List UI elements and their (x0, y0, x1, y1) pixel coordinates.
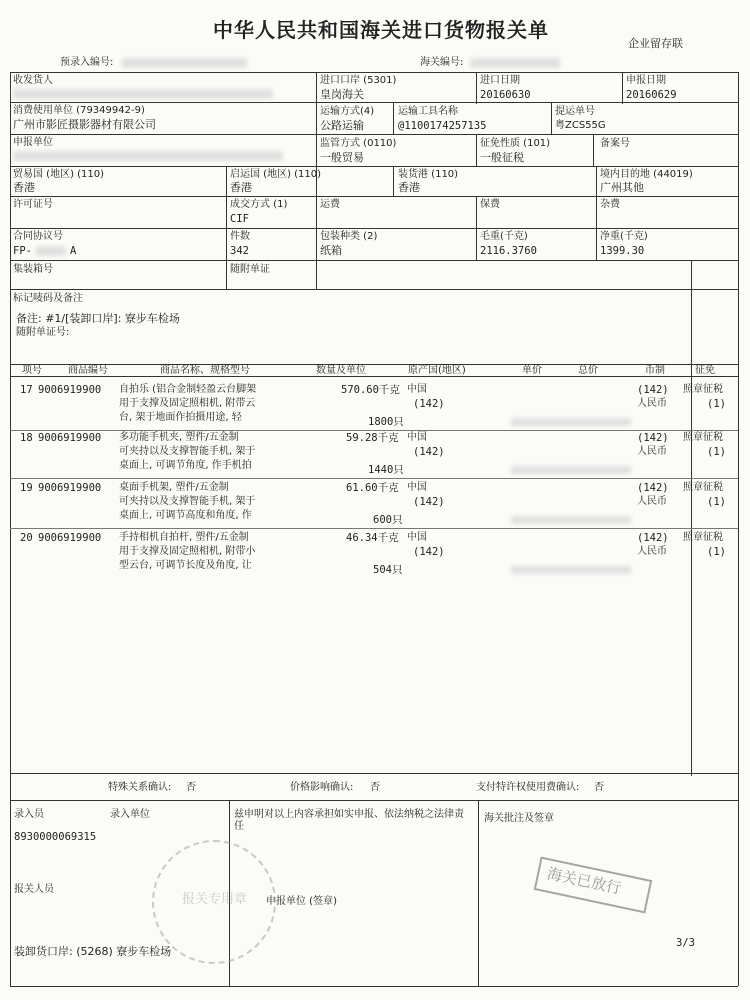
items-header-currency: 币制 (645, 365, 665, 376)
redacted-price (511, 466, 631, 474)
entry-person-label: 录入员 (14, 809, 44, 820)
table-row (11, 476, 737, 528)
attached-docs-label: 随附单证 (230, 264, 270, 275)
item-desc-line: 可夹持以及支撑智能手机, 架于 (119, 446, 256, 457)
contract-value: FP- (13, 245, 32, 257)
item-currency-code: (142) (637, 384, 669, 396)
items-header-desc: 商品名称、规格型号 (160, 365, 250, 376)
container-label: 集装箱号 (13, 264, 53, 275)
item-country-code: (142) (413, 398, 445, 410)
item-qty2: 1440只 (368, 464, 404, 476)
redacted-price (511, 566, 631, 574)
table-row (11, 526, 737, 578)
origin-country-value: 香港 (230, 181, 252, 194)
items-header-qty: 数量及单位 (316, 365, 366, 376)
declarant-seal-text: 报关专用章 (182, 892, 248, 907)
item-no: 20 (20, 532, 33, 544)
tax-value: 一般征税 (480, 151, 524, 164)
page-number: 3/3 (676, 937, 695, 949)
item-tax: 照章征税 (683, 384, 723, 395)
item-desc-line: 型云台, 可调节长度及角度, 让 (119, 560, 252, 571)
item-no: 19 (20, 482, 33, 494)
supervision-label: 监管方式 (0110) (320, 138, 397, 149)
port-loading-value: 香港 (398, 181, 420, 194)
record-label: 备案号 (600, 138, 630, 149)
marks-doc-no: 随附单证号: (16, 327, 70, 338)
item-qty1: 59.28千克 (346, 432, 399, 444)
redacted-customs-no (470, 58, 560, 68)
item-tax: 照章征税 (683, 432, 723, 443)
items-header-tax: 征免 (695, 365, 715, 376)
entry-unit-label: 录入单位 (110, 809, 150, 820)
marks-label: 标记唛码及备注 (13, 293, 83, 304)
item-tax: 照章征税 (683, 532, 723, 543)
item-currency: 人民币 (637, 446, 667, 457)
item-currency: 人民币 (637, 398, 667, 409)
port-value: 皇岗海关 (320, 88, 364, 101)
packing-label: 包装种类 (2) (320, 231, 378, 242)
trade-country-value: 香港 (13, 181, 35, 194)
misc-label: 杂费 (600, 199, 620, 210)
item-country: 中国 (407, 532, 427, 543)
item-qty2: 600只 (373, 514, 403, 526)
item-tax-code: (1) (707, 446, 726, 458)
released-stamp-text: 海关已放行 (545, 864, 623, 898)
vehicle-label: 运输工具名称 (398, 106, 458, 117)
contract-label: 合同协议号 (13, 231, 63, 242)
deal-mode-value: CIF (230, 213, 249, 225)
destination-value: 广州其他 (600, 181, 644, 194)
trade-country-label: 贸易国 (地区) (110) (13, 169, 105, 180)
entry-no: 8930000069315 (14, 831, 97, 843)
copy-type: 企业留存联 (628, 37, 683, 50)
declare-date-label: 申报日期 (626, 75, 666, 86)
item-country-code: (142) (413, 546, 445, 558)
royalty-label: 支付特许权使用费确认: (476, 782, 580, 793)
item-tax-code: (1) (707, 546, 726, 558)
item-no: 17 (20, 384, 33, 396)
item-no: 18 (20, 432, 33, 444)
customs-no-label: 海关编号: (420, 57, 464, 68)
gross-label: 毛重(千克) (480, 231, 528, 242)
broker-label: 报关人员 (14, 884, 54, 895)
table-row (11, 378, 737, 430)
item-desc-line: 多功能手机夹, 塑件/五金制 (119, 432, 239, 443)
items-header-code: 商品编号 (68, 365, 108, 376)
statement: 兹申明对以上内容承担如实申报、依法纳税之法律责任 (234, 809, 464, 832)
contract-suffix: A (70, 245, 77, 257)
item-code: 9006919900 (38, 384, 102, 396)
marks-remark: 备注: #1/[装卸口岸]: 寮步车检场 (16, 312, 180, 325)
tax-label: 征免性质 (101) (480, 138, 551, 149)
item-desc-line: 可夹持以及支撑智能手机, 架于 (119, 496, 256, 507)
redacted-price (511, 516, 631, 524)
item-code: 9006919900 (38, 432, 102, 444)
item-currency-code: (142) (637, 482, 669, 494)
special-relation-value: 否 (186, 782, 196, 793)
item-country-code: (142) (413, 446, 445, 458)
net-value: 1399.30 (600, 245, 645, 257)
item-qty1: 46.34千克 (346, 532, 399, 544)
vehicle-value: @1100174257135 (398, 120, 487, 132)
transport-mode-label: 运输方式(4) (320, 106, 375, 117)
price-impact-value: 否 (370, 782, 380, 793)
item-country: 中国 (407, 384, 427, 395)
deal-mode-label: 成交方式 (1) (230, 199, 288, 210)
item-code: 9006919900 (38, 482, 102, 494)
import-date-label: 进口日期 (480, 75, 520, 86)
items-header-price: 单价 (522, 365, 542, 376)
origin-country-label: 启运国 (地区) (110) (230, 169, 322, 180)
item-currency-code: (142) (637, 432, 669, 444)
item-tax: 照章征税 (683, 482, 723, 493)
license-label: 许可证号 (13, 199, 53, 210)
pre-entry-label: 预录入编号: (60, 57, 114, 68)
released-stamp (534, 857, 653, 914)
item-currency: 人民币 (637, 496, 667, 507)
pieces-label: 件数 (230, 231, 250, 242)
item-tax-code: (1) (707, 398, 726, 410)
import-date-value: 20160630 (480, 89, 531, 101)
item-desc-line: 桌面上, 可调节高度和角度, 作 (119, 510, 252, 521)
transport-mode-value: 公路运输 (320, 119, 364, 132)
gross-value: 2116.3760 (480, 245, 537, 257)
customs-approval-label: 海关批注及签章 (484, 813, 554, 824)
consignee-label: 收发货人 (13, 75, 53, 86)
item-desc-line: 自拍乐 (铝合金制轻盈云台脚架 (119, 384, 257, 395)
royalty-value: 否 (594, 782, 604, 793)
redacted-pre-entry (122, 58, 247, 68)
items-header-country: 原产国(地区) (408, 365, 466, 376)
consumer-value: 广州市影匠摄影器材有限公司 (13, 118, 156, 131)
item-currency-code: (142) (637, 532, 669, 544)
table-row (11, 426, 737, 478)
declare-date-value: 20160629 (626, 89, 677, 101)
supervision-value: 一般贸易 (320, 151, 364, 164)
insurance-label: 保费 (480, 199, 500, 210)
consumer-label: 消费使用单位 (79349942-9) (13, 105, 145, 116)
bill-value: 粤ZCS55G (555, 120, 606, 131)
item-country-code: (142) (413, 496, 445, 508)
item-qty1: 61.60千克 (346, 482, 399, 494)
item-desc-line: 桌面手机架, 塑件/五金制 (119, 482, 229, 493)
pieces-value: 342 (230, 245, 249, 257)
item-desc-line: 用于支撑及固定照相机, 附带小 (119, 546, 256, 557)
freight-label: 运费 (320, 199, 340, 210)
redacted-contract (36, 246, 66, 256)
item-desc-line: 用于支撑及固定照相机, 附带云 (119, 398, 256, 409)
item-desc-line: 桌面上, 可调节角度, 作手机拍 (119, 460, 252, 471)
item-desc-line: 台, 架于地面作拍摄用途, 轻 (119, 412, 242, 423)
net-label: 净重(千克) (600, 231, 648, 242)
declarant-label: 申报单位 (13, 137, 53, 148)
redacted-consignee (13, 89, 273, 99)
items-header-total: 总价 (578, 365, 598, 376)
item-country: 中国 (407, 482, 427, 493)
item-currency: 人民币 (637, 546, 667, 557)
item-country: 中国 (407, 432, 427, 443)
redacted-price (511, 418, 631, 426)
price-impact-label: 价格影响确认: (290, 782, 354, 793)
item-qty2: 504只 (373, 564, 403, 576)
item-code: 9006919900 (38, 532, 102, 544)
port-label: 进口口岸 (5301) (320, 75, 397, 86)
redacted-declarant (13, 151, 283, 161)
item-qty2: 1800只 (368, 416, 404, 428)
page-title: 中华人民共和国海关进口货物报关单 (213, 18, 549, 42)
port-bottom: 装卸货口岸: (5268) 寮步车检场 (14, 945, 172, 958)
bill-label: 提运单号 (555, 106, 595, 117)
destination-label: 境内目的地 (44019) (600, 169, 693, 180)
items-header-no: 项号 (22, 365, 42, 376)
item-qty1: 570.60千克 (341, 384, 400, 396)
declarant-seal-label: 申报单位 (签章) (266, 896, 337, 907)
item-desc-line: 手持相机自拍杆, 塑件/五金制 (119, 532, 249, 543)
port-loading-label: 装货港 (110) (398, 169, 459, 180)
item-tax-code: (1) (707, 496, 726, 508)
packing-value: 纸箱 (320, 244, 342, 257)
special-relation-label: 特殊关系确认: (108, 782, 172, 793)
